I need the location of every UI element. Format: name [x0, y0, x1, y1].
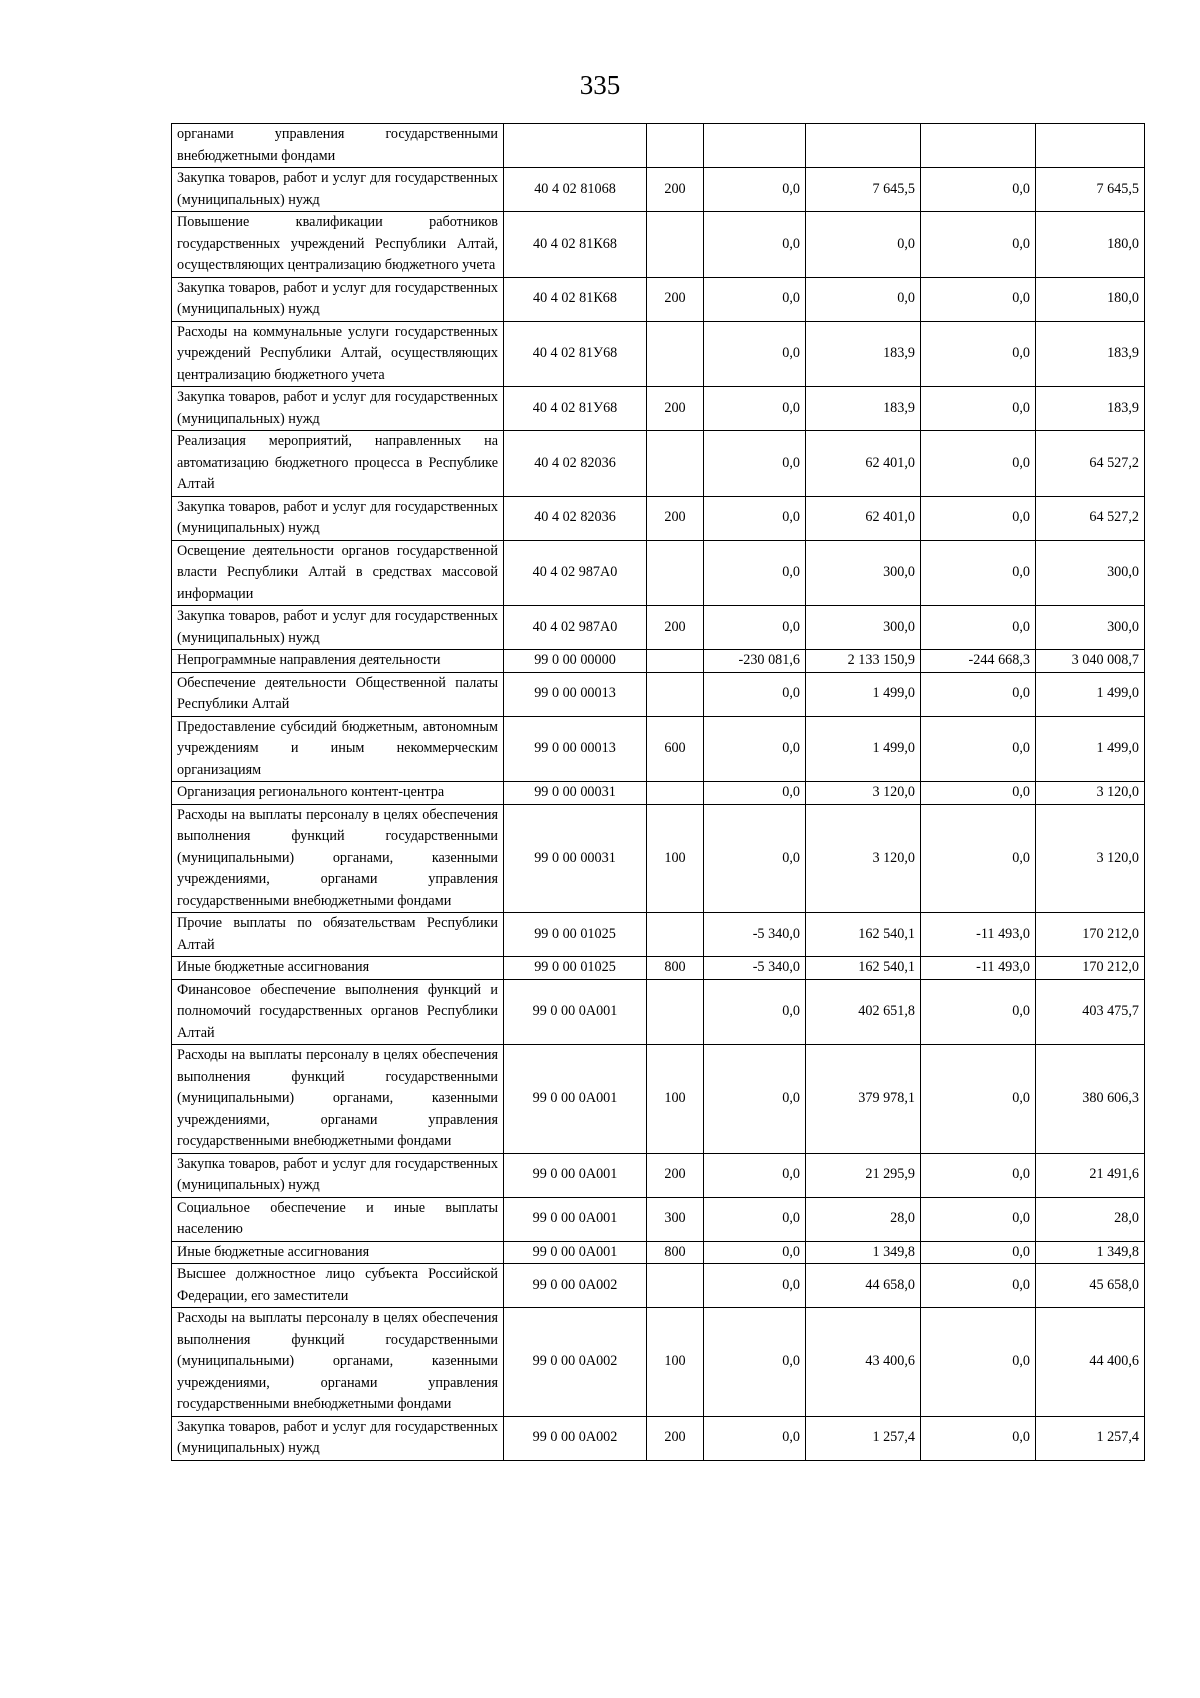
- cell-amount-2: 1 499,0: [806, 716, 921, 782]
- cell-name: органами управления государственными внебюджетными фондами: [172, 124, 504, 168]
- table-row: [172, 212, 1145, 278]
- cell-amount-4: 183,9: [1036, 321, 1145, 387]
- cell-expense-type: 200: [647, 1416, 704, 1460]
- cell-amount-4: 380 606,3: [1036, 1045, 1145, 1154]
- table-row: [172, 277, 1145, 321]
- cell-amount-3: 0,0: [921, 1241, 1036, 1264]
- cell-amount-3: 0,0: [921, 716, 1036, 782]
- table-row: [172, 650, 1145, 673]
- cell-expense-type: 200: [647, 168, 704, 212]
- cell-expense-type: [647, 321, 704, 387]
- cell-amount-4: 180,0: [1036, 212, 1145, 278]
- cell-target-code: 99 0 00 01025: [504, 913, 647, 957]
- cell-amount-2: [806, 124, 921, 168]
- table-row: [172, 1045, 1145, 1154]
- cell-amount-4: 403 475,7: [1036, 979, 1145, 1045]
- cell-target-code: 40 4 02 81К68: [504, 212, 647, 278]
- cell-amount-3: 0,0: [921, 804, 1036, 913]
- cell-amount-3: 0,0: [921, 606, 1036, 650]
- cell-amount-4: 64 527,2: [1036, 431, 1145, 497]
- cell-amount-1: 0,0: [704, 496, 806, 540]
- cell-amount-2: 162 540,1: [806, 913, 921, 957]
- cell-amount-1: [704, 124, 806, 168]
- cell-expense-type: [647, 212, 704, 278]
- cell-amount-3: [921, 124, 1036, 168]
- cell-amount-2: 2 133 150,9: [806, 650, 921, 673]
- cell-amount-2: 28,0: [806, 1197, 921, 1241]
- cell-name: Расходы на коммунальные услуги государственных учреждений Республики Алтай, осуществляющих централизацию бюджетного учета: [172, 321, 504, 387]
- cell-amount-3: 0,0: [921, 168, 1036, 212]
- table-row: [172, 913, 1145, 957]
- table-body: [172, 124, 1145, 1461]
- page-number: 335: [579, 70, 621, 100]
- cell-target-code: 99 0 00 0А001: [504, 1241, 647, 1264]
- cell-target-code: 99 0 00 0А002: [504, 1416, 647, 1460]
- cell-amount-1: -230 081,6: [704, 650, 806, 673]
- cell-expense-type: 300: [647, 1197, 704, 1241]
- cell-amount-4: 180,0: [1036, 277, 1145, 321]
- cell-amount-4: 44 400,6: [1036, 1308, 1145, 1417]
- cell-target-code: 40 4 02 82036: [504, 496, 647, 540]
- cell-target-code: 99 0 00 00031: [504, 804, 647, 913]
- cell-amount-3: 0,0: [921, 277, 1036, 321]
- cell-expense-type: 200: [647, 496, 704, 540]
- cell-amount-1: 0,0: [704, 672, 806, 716]
- cell-amount-4: 1 349,8: [1036, 1241, 1145, 1264]
- cell-expense-type: [647, 1264, 704, 1308]
- cell-amount-4: 300,0: [1036, 540, 1145, 606]
- cell-amount-1: 0,0: [704, 321, 806, 387]
- cell-amount-1: 0,0: [704, 606, 806, 650]
- cell-amount-4: 28,0: [1036, 1197, 1145, 1241]
- cell-amount-3: 0,0: [921, 672, 1036, 716]
- cell-amount-3: -11 493,0: [921, 913, 1036, 957]
- cell-amount-2: 402 651,8: [806, 979, 921, 1045]
- cell-amount-1: 0,0: [704, 1264, 806, 1308]
- cell-amount-1: 0,0: [704, 540, 806, 606]
- cell-name: Обеспечение деятельности Общественной палаты Республики Алтай: [172, 672, 504, 716]
- cell-target-code: 40 4 02 81У68: [504, 321, 647, 387]
- table-row: [172, 540, 1145, 606]
- cell-name: Социальное обеспечение и иные выплаты населению: [172, 1197, 504, 1241]
- cell-target-code: 99 0 00 00013: [504, 672, 647, 716]
- cell-amount-3: 0,0: [921, 1153, 1036, 1197]
- cell-target-code: 40 4 02 987А0: [504, 540, 647, 606]
- table-row: [172, 1264, 1145, 1308]
- table-row: [172, 496, 1145, 540]
- cell-amount-2: 3 120,0: [806, 804, 921, 913]
- cell-target-code: 40 4 02 987А0: [504, 606, 647, 650]
- table-row: [172, 979, 1145, 1045]
- cell-name: Закупка товаров, работ и услуг для государственных (муниципальных) нужд: [172, 1416, 504, 1460]
- cell-name: Расходы на выплаты персоналу в целях обеспечения выполнения функций государственными (муниципальными) органами, казенными учреждениями, органами управления государственными внебюджетными фондами: [172, 804, 504, 913]
- cell-amount-1: -5 340,0: [704, 913, 806, 957]
- cell-expense-type: [647, 782, 704, 805]
- cell-amount-2: 0,0: [806, 212, 921, 278]
- cell-amount-1: 0,0: [704, 277, 806, 321]
- cell-name: Закупка товаров, работ и услуг для государственных (муниципальных) нужд: [172, 277, 504, 321]
- table-row: [172, 606, 1145, 650]
- table-row: [172, 672, 1145, 716]
- cell-target-code: 99 0 00 0А001: [504, 1153, 647, 1197]
- cell-name: Прочие выплаты по обязательствам Республики Алтай: [172, 913, 504, 957]
- table-row: [172, 1153, 1145, 1197]
- cell-amount-2: 1 257,4: [806, 1416, 921, 1460]
- cell-expense-type: [647, 540, 704, 606]
- cell-expense-type: [647, 431, 704, 497]
- table-row: [172, 1241, 1145, 1264]
- cell-amount-1: 0,0: [704, 212, 806, 278]
- cell-amount-2: 300,0: [806, 540, 921, 606]
- cell-amount-4: 300,0: [1036, 606, 1145, 650]
- cell-amount-2: 3 120,0: [806, 782, 921, 805]
- table-row: [172, 804, 1145, 913]
- table-row: [172, 716, 1145, 782]
- cell-amount-1: 0,0: [704, 168, 806, 212]
- cell-amount-2: 183,9: [806, 321, 921, 387]
- cell-amount-1: 0,0: [704, 1153, 806, 1197]
- cell-name: Закупка товаров, работ и услуг для государственных (муниципальных) нужд: [172, 168, 504, 212]
- cell-amount-3: 0,0: [921, 1416, 1036, 1460]
- cell-name: Высшее должностное лицо субъекта Российской Федерации, его заместители: [172, 1264, 504, 1308]
- cell-expense-type: 100: [647, 1045, 704, 1154]
- cell-name: Расходы на выплаты персоналу в целях обеспечения выполнения функций государственными (муниципальными) органами, казенными учреждениями, органами управления государственными внебюджетными фондами: [172, 1308, 504, 1417]
- cell-amount-2: 44 658,0: [806, 1264, 921, 1308]
- cell-target-code: 99 0 00 00031: [504, 782, 647, 805]
- table-row: [172, 387, 1145, 431]
- cell-amount-3: 0,0: [921, 431, 1036, 497]
- cell-amount-1: 0,0: [704, 431, 806, 497]
- cell-amount-2: 7 645,5: [806, 168, 921, 212]
- cell-amount-1: 0,0: [704, 387, 806, 431]
- cell-amount-4: [1036, 124, 1145, 168]
- cell-expense-type: 100: [647, 1308, 704, 1417]
- cell-name: Повышение квалификации работников государственных учреждений Республики Алтай, осуществляющих централизацию бюджетного учета: [172, 212, 504, 278]
- table-row: [172, 431, 1145, 497]
- cell-amount-4: 170 212,0: [1036, 913, 1145, 957]
- cell-amount-3: 0,0: [921, 979, 1036, 1045]
- cell-amount-2: 21 295,9: [806, 1153, 921, 1197]
- cell-target-code: 99 0 00 01025: [504, 957, 647, 980]
- cell-name: Иные бюджетные ассигнования: [172, 1241, 504, 1264]
- cell-amount-4: 3 120,0: [1036, 782, 1145, 805]
- cell-target-code: 40 4 02 81У68: [504, 387, 647, 431]
- table-row: [172, 168, 1145, 212]
- cell-amount-2: 43 400,6: [806, 1308, 921, 1417]
- cell-amount-4: 21 491,6: [1036, 1153, 1145, 1197]
- cell-amount-3: 0,0: [921, 540, 1036, 606]
- cell-amount-3: 0,0: [921, 1045, 1036, 1154]
- cell-target-code: [504, 124, 647, 168]
- cell-amount-4: 3 040 008,7: [1036, 650, 1145, 673]
- cell-expense-type: 600: [647, 716, 704, 782]
- cell-amount-1: 0,0: [704, 1308, 806, 1417]
- cell-name: Закупка товаров, работ и услуг для государственных (муниципальных) нужд: [172, 496, 504, 540]
- cell-expense-type: 100: [647, 804, 704, 913]
- cell-target-code: 99 0 00 0А001: [504, 1045, 647, 1154]
- cell-amount-2: 1 349,8: [806, 1241, 921, 1264]
- cell-target-code: 99 0 00 0А002: [504, 1264, 647, 1308]
- cell-amount-3: -244 668,3: [921, 650, 1036, 673]
- cell-amount-3: 0,0: [921, 782, 1036, 805]
- cell-amount-3: 0,0: [921, 1197, 1036, 1241]
- cell-expense-type: 800: [647, 1241, 704, 1264]
- cell-name: Организация регионального контент-центра: [172, 782, 504, 805]
- cell-name: Расходы на выплаты персоналу в целях обеспечения выполнения функций государственными (муниципальными) органами, казенными учреждениями, органами управления государственными внебюджетными фондами: [172, 1045, 504, 1154]
- cell-amount-2: 62 401,0: [806, 431, 921, 497]
- cell-name: Освещение деятельности органов государственной власти Республики Алтай в средствах массовой информации: [172, 540, 504, 606]
- cell-expense-type: 800: [647, 957, 704, 980]
- cell-name: Непрограммные направления деятельности: [172, 650, 504, 673]
- cell-name: Реализация мероприятий, направленных на автоматизацию бюджетного процесса в Республике Алтай: [172, 431, 504, 497]
- table-row: [172, 124, 1145, 168]
- cell-amount-3: 0,0: [921, 1264, 1036, 1308]
- cell-name: Финансовое обеспечение выполнения функций и полномочий государственных органов Республики Алтай: [172, 979, 504, 1045]
- cell-amount-1: 0,0: [704, 716, 806, 782]
- cell-name: Иные бюджетные ассигнования: [172, 957, 504, 980]
- table-row: [172, 782, 1145, 805]
- cell-expense-type: [647, 124, 704, 168]
- cell-target-code: 99 0 00 0А002: [504, 1308, 647, 1417]
- cell-amount-3: 0,0: [921, 387, 1036, 431]
- cell-amount-4: 1 499,0: [1036, 716, 1145, 782]
- cell-amount-2: 62 401,0: [806, 496, 921, 540]
- cell-amount-2: 300,0: [806, 606, 921, 650]
- cell-name: Закупка товаров, работ и услуг для государственных (муниципальных) нужд: [172, 606, 504, 650]
- cell-amount-3: 0,0: [921, 212, 1036, 278]
- cell-amount-4: 45 658,0: [1036, 1264, 1145, 1308]
- cell-name: Предоставление субсидий бюджетным, автономным учреждениям и иным некоммерческим организациям: [172, 716, 504, 782]
- cell-amount-4: 1 257,4: [1036, 1416, 1145, 1460]
- cell-amount-4: 64 527,2: [1036, 496, 1145, 540]
- cell-amount-2: 1 499,0: [806, 672, 921, 716]
- cell-amount-3: -11 493,0: [921, 957, 1036, 980]
- cell-name: Закупка товаров, работ и услуг для государственных (муниципальных) нужд: [172, 387, 504, 431]
- cell-amount-1: -5 340,0: [704, 957, 806, 980]
- cell-amount-3: 0,0: [921, 496, 1036, 540]
- cell-amount-4: 170 212,0: [1036, 957, 1145, 980]
- cell-amount-4: 7 645,5: [1036, 168, 1145, 212]
- cell-target-code: 40 4 02 82036: [504, 431, 647, 497]
- cell-amount-1: 0,0: [704, 1045, 806, 1154]
- cell-amount-1: 0,0: [704, 1197, 806, 1241]
- table-row: [172, 321, 1145, 387]
- cell-target-code: 40 4 02 81К68: [504, 277, 647, 321]
- cell-expense-type: [647, 650, 704, 673]
- cell-target-code: 99 0 00 00000: [504, 650, 647, 673]
- cell-amount-1: 0,0: [704, 1416, 806, 1460]
- table-row: [172, 1308, 1145, 1417]
- cell-amount-2: 0,0: [806, 277, 921, 321]
- cell-target-code: 99 0 00 0А001: [504, 1197, 647, 1241]
- cell-amount-2: 183,9: [806, 387, 921, 431]
- cell-expense-type: 200: [647, 277, 704, 321]
- cell-expense-type: 200: [647, 606, 704, 650]
- table-row: [172, 1197, 1145, 1241]
- cell-expense-type: 200: [647, 387, 704, 431]
- cell-amount-1: 0,0: [704, 1241, 806, 1264]
- table-row: [172, 1416, 1145, 1460]
- cell-name: Закупка товаров, работ и услуг для государственных (муниципальных) нужд: [172, 1153, 504, 1197]
- cell-expense-type: 200: [647, 1153, 704, 1197]
- cell-amount-4: 3 120,0: [1036, 804, 1145, 913]
- cell-target-code: 99 0 00 00013: [504, 716, 647, 782]
- cell-amount-3: 0,0: [921, 321, 1036, 387]
- cell-amount-4: 183,9: [1036, 387, 1145, 431]
- cell-expense-type: [647, 979, 704, 1045]
- cell-amount-2: 379 978,1: [806, 1045, 921, 1154]
- cell-amount-1: 0,0: [704, 804, 806, 913]
- cell-amount-1: 0,0: [704, 782, 806, 805]
- budget-table: [171, 123, 1145, 1461]
- cell-amount-4: 1 499,0: [1036, 672, 1145, 716]
- cell-amount-1: 0,0: [704, 979, 806, 1045]
- cell-amount-2: 162 540,1: [806, 957, 921, 980]
- cell-target-code: 99 0 00 0А001: [504, 979, 647, 1045]
- cell-expense-type: [647, 913, 704, 957]
- cell-amount-3: 0,0: [921, 1308, 1036, 1417]
- cell-target-code: 40 4 02 81068: [504, 168, 647, 212]
- cell-expense-type: [647, 672, 704, 716]
- table-row: [172, 957, 1145, 980]
